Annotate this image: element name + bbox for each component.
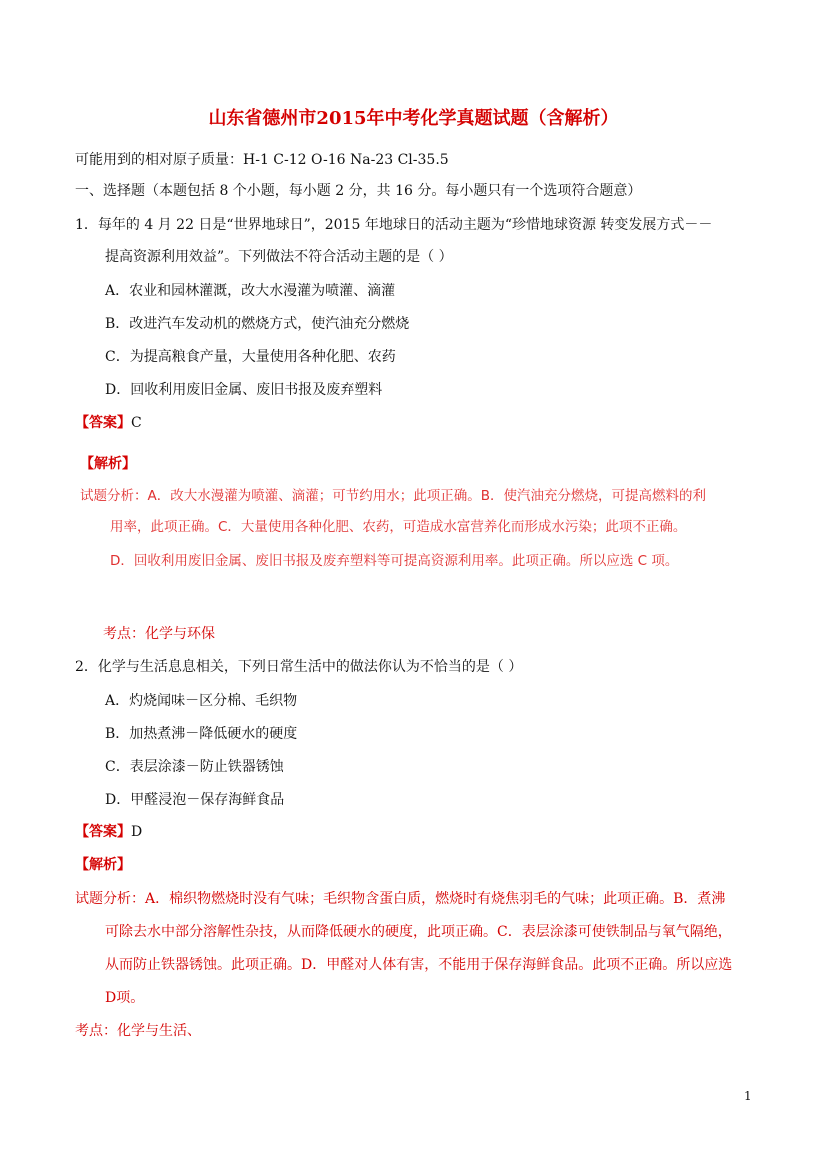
q1-option-d: D．回收利用废旧金属、废旧书报及废弃塑料 [105, 382, 383, 398]
q1-analysis-label: 【解析】 [80, 456, 136, 472]
q2-answer-label: 【答案】 [75, 824, 131, 840]
q2-option-b: B．加热煮沸－降低硬水的硬度 [105, 726, 298, 742]
q2-analysis-line1: 试题分析：A．棉织物燃烧时没有气味；毛织物含蛋白质，燃烧时有烧焦羽毛的气味；此项正确。B．煮沸 [75, 891, 726, 907]
q1-answer-value: C [131, 415, 142, 431]
q1-stem-line2: 提高资源利用效益”。下列做法不符合活动主题的是（ ） [105, 249, 453, 265]
q2-analysis-line4: D项。 [105, 990, 145, 1006]
q2-analysis-line2: 可除去水中部分溶解性杂技，从而降低硬水的硬度，此项正确。C．表层涂漆可使铁制品与氧气隔绝， [105, 924, 732, 940]
q2-analysis-line3: 从而防止铁器锈蚀。此项正确。D．甲醛对人体有害，不能用于保存海鲜食品。此项不正确。所以应选 [105, 957, 733, 973]
q1-option-c: C．为提高粮食产量，大量使用各种化肥、农药 [105, 349, 396, 365]
q1-answer [75, 413, 142, 433]
q1-option-b: B．改进汽车发动机的燃烧方式，使汽油充分燃烧 [105, 316, 410, 332]
q2-option-a: A．灼烧闻味－区分棉、毛织物 [105, 693, 298, 709]
q2-stem: 2．化学与生活息息相关，下列日常生活中的做法你认为不恰当的是（ ） [75, 659, 523, 675]
q2-answer [75, 822, 142, 842]
page-title: 山东省德州市2015年中考化学真题试题（含解析） [208, 108, 619, 129]
q2-answer-value: D [131, 824, 143, 840]
page-number: 1 [744, 1089, 752, 1103]
q2-option-c: C．表层涂漆－防止铁器锈蚀 [105, 759, 284, 775]
q2-kaodian: 考点：化学与生活、 [75, 1023, 201, 1039]
q2-analysis-label: 【解析】 [75, 857, 131, 873]
q1-analysis-line3: D．回收利用废旧金属、废旧书报及废弃塑料等可提高资源利用率。此项正确。所以应选 C 项。 [110, 553, 679, 569]
q1-stem-line1: 1．每年的 4 月 22 日是“世界地球日”，2015 年地球日的活动主题为“珍惜地球资源 转变发展方式－－ [75, 217, 713, 233]
q1-answer-label: 【答案】 [75, 415, 131, 431]
q1-kaodian: 考点：化学与环保 [103, 626, 215, 642]
atomic-masses-note: 可能用到的相对原子质量：H-1 C-12 O-16 Na-23 Cl-35.5 [75, 152, 449, 168]
q2-option-d: D．甲醛浸泡－保存海鲜食品 [105, 792, 285, 808]
q1-analysis-line1: 试题分析：A．改大水漫灌为喷灌、滴灌；可节约用水；此项正确。B．使汽油充分燃烧，可提高燃料的利 [80, 488, 706, 504]
q1-analysis-line2: 用率，此项正确。C．大量使用各种化肥、农药，可造成水富营养化而形成水污染；此项不正确。 [110, 519, 687, 535]
q1-option-a: A．农业和园林灌溉，改大水漫灌为喷灌、滴灌 [105, 283, 396, 299]
section-heading: 一、选择题（本题包括 8 个小题，每小题 2 分，共 16 分。每小题只有一个选项符合题意） [75, 183, 642, 199]
